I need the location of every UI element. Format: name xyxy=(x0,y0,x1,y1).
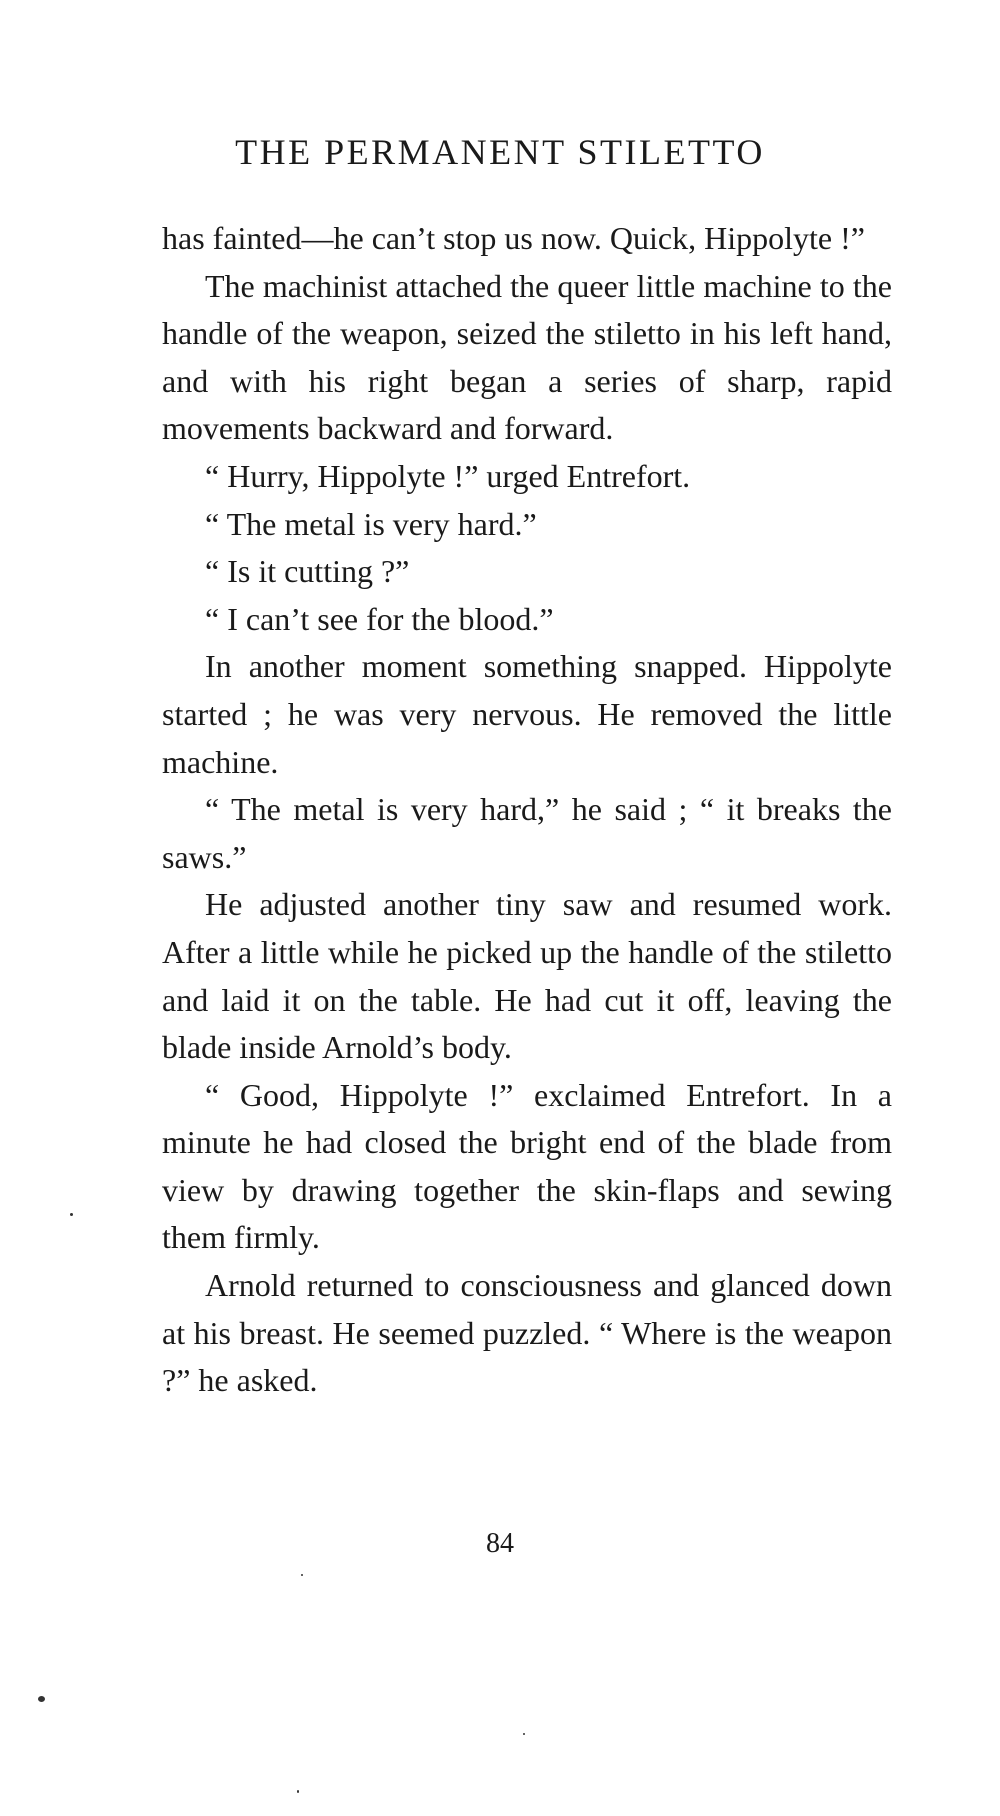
scan-speck xyxy=(297,1790,299,1793)
paragraph: “ The metal is very hard.” xyxy=(205,505,537,542)
scan-speck xyxy=(38,1696,45,1702)
scan-speck xyxy=(523,1733,525,1735)
scan-speck xyxy=(301,1574,303,1576)
scan-speck xyxy=(70,1213,73,1216)
paragraph: “ The metal is very hard,” he said ; “ it breaks the saws.” xyxy=(162,791,892,875)
paragraph: In another moment something snapped. Hippolyte started ; he was very nervous. He removed the little machine. xyxy=(162,648,892,780)
paragraph: He adjusted another tiny saw and resumed work. After a little while he picked up the handle of the stiletto and laid it on the table. He had cut it off, leaving the blade inside Arnold’s body. xyxy=(162,886,892,1066)
paragraph: “ Hurry, Hippolyte !” urged Entrefort. xyxy=(205,457,691,494)
body-text xyxy=(162,215,892,1405)
paragraph: “ Good, Hippolyte !” exclaimed Entrefort. In a minute he had closed the bright end of the blade from view by drawing together the skin-flaps and sewing them firmly. xyxy=(162,1076,892,1256)
paragraph: Arnold returned to consciousness and glanced down at his breast. He seemed puzzled. “ Where is the weapon ?” he asked. xyxy=(162,1267,892,1399)
paragraph: The machinist attached the queer little machine to the handle of the weapon, seized the stiletto in his left hand, and with his right began a series of sharp, rapid movements backward and forward. xyxy=(162,267,892,447)
running-head: THE PERMANENT STILETTO xyxy=(235,132,765,172)
page-number: 84 xyxy=(486,1528,514,1559)
paragraph-continued: has fainted—he can’t stop us now. Quick, Hippolyte !” xyxy=(162,220,865,256)
paragraph: “ Is it cutting ?” xyxy=(205,553,410,590)
paragraph: “ I can’t see for the blood.” xyxy=(205,600,554,637)
